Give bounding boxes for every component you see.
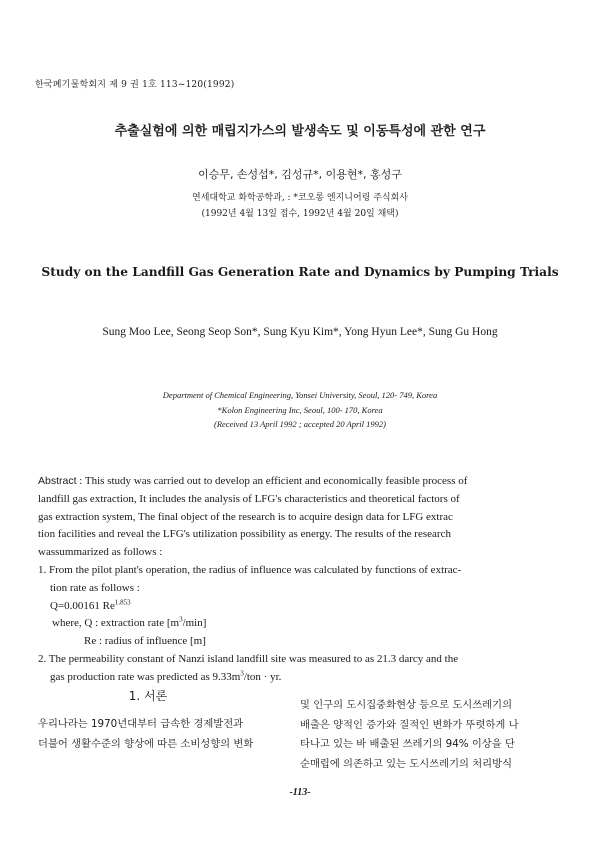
abstract-item-2-cont: gas production rate was predicted as $9.33m^3$/ton · yr. (50, 669, 282, 683)
section-heading: 1. 서론 (128, 689, 168, 703)
english-title: Study on the Landfill Gas Generation Rate and Dynamics by Pumping Trials (41, 265, 559, 279)
abstract (38, 473, 528, 687)
abstract-line: wassummarized as follows : (38, 546, 163, 559)
body-line: 배출은 양적인 증가와 질적인 변화가 뚜렷하게 나 (300, 718, 519, 731)
abstract-line: landfill gas extraction, It includes the analysis of LFG's characteristics and theoretical factors of (38, 492, 460, 505)
abstract-formula: Q=0.00161 $Re^{1.853}$ (50, 597, 131, 612)
abstract-where-re: Re : radius of influence [m] (84, 635, 206, 648)
body-line: 및 인구의 도시집중화현상 등으로 도시쓰레기의 (300, 699, 513, 711)
abstract-where-q: where, Q : extraction rate $[m^3/\min]$ (52, 615, 207, 630)
body-line: 순매립에 의존하고 있는 도시쓰레기의 처리방식 (300, 757, 513, 770)
abstract-item-2: 2. The permeability constant of Nanzi island landfill site was measured to as 21.3 darcy and the (38, 652, 459, 665)
korean-authors: 이승무, 손성섭*, 김성규*, 이용현*, 홍성구 (198, 168, 402, 181)
english-affiliation-secondary: *Kolon Engineering Inc, Seoul, 100- 170, Korea (217, 405, 383, 415)
abstract-line: Abstract : This study was carried out to develop an efficient and economically feasible process of (38, 475, 468, 487)
korean-title: 추출실험에 의한 매립지가스의 발생속도 및 이동특성에 관한 연구 (114, 124, 486, 139)
korean-affiliation: 연세대학교 화학공학과, : *코오롱 엔지니어링 주식회사 (192, 193, 408, 203)
abstract-line: tion facilities and reveal the LFG's utilization possibility as energy. The results of the research (38, 528, 451, 541)
body-line: 더불어 생활수준의 향상에 따른 소비성향의 변화 (38, 737, 254, 750)
body-line: 타나고 있는 바 배출된 쓰레기의 94% 이상을 단 (300, 738, 515, 750)
english-received-date: (Received 13 April 1992 ; accepted 20 April 1992) (213, 419, 386, 429)
abstract-item-1-cont: tion rate as follows : (50, 581, 140, 594)
abstract-line: gas extraction system, The final object of the research is to acquire design data for LFG extrac (38, 510, 453, 523)
journal-header: 한국폐기물학회지 제 9 권 1호 113~120(1992) (35, 80, 235, 90)
abstract-label: Abstract (38, 475, 77, 487)
body-column-right (300, 696, 535, 774)
body-line: 우리나라는 1970년대부터 급속한 경제발전과 (38, 718, 244, 730)
body-column-left (38, 715, 276, 754)
page-number: -113- (289, 787, 311, 798)
abstract-item-1: 1. From the pilot plant's operation, the radius of influence was calculated by functions of extrac- (38, 563, 462, 576)
english-authors: Sung Moo Lee, Seong Seop Son*, Sung Kyu Kim*, Yong Hyun Lee*, Sung Gu Hong (102, 326, 498, 338)
korean-received-date: (1992년 4월 13일 접수, 1992년 4월 20일 채택) (201, 209, 399, 219)
english-affiliation-primary: Department of Chemical Engineering, Yonsei University, Seoul, 120- 749, Korea (162, 390, 438, 400)
